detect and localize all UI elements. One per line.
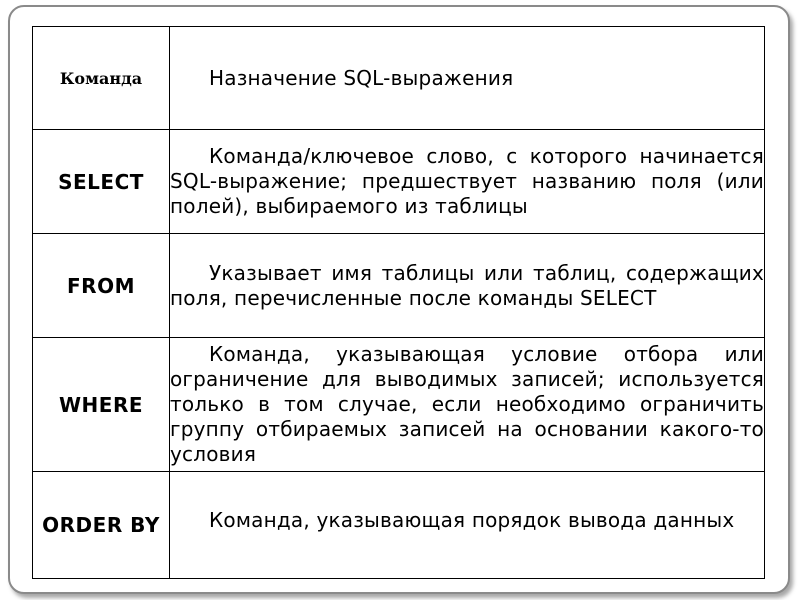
description-where: [170, 338, 765, 472]
header-purpose-text: Назначение SQL-выражения: [209, 65, 514, 90]
header-purpose-cell: [170, 27, 765, 130]
table-header-row: [33, 27, 765, 130]
command-order-by: ORDER BY: [33, 472, 170, 579]
description-order-by-text: Команда, указывающая порядок вывода данных: [209, 507, 735, 532]
description-where-text: Команда, указывающая условие отбора или ограничение для выводимых записей; используется только в том случае, если необходимо ограничить группу отбираемых записей на основании какого-то условия: [170, 342, 764, 466]
command-select: SELECT: [33, 130, 170, 234]
table-row-where: [33, 338, 765, 472]
sql-commands-table: [32, 26, 765, 579]
description-from: [170, 234, 765, 338]
header-command-cell: Команда: [33, 27, 170, 130]
command-where: WHERE: [33, 338, 170, 472]
description-select-text: Команда/ключевое слово, с которого начинается SQL-выражение; предшествует названию поля (или полей), выбираемого из таблицы: [170, 144, 764, 218]
description-order-by: [170, 472, 765, 579]
command-from: FROM: [33, 234, 170, 338]
description-select: [170, 130, 765, 234]
table-row-order-by: [33, 472, 765, 579]
table-row-select: [33, 130, 765, 234]
table-row-from: [33, 234, 765, 338]
description-from-text: Указывает имя таблицы или таблиц, содержащих поля, перечисленные после команды SELECT: [170, 260, 764, 310]
